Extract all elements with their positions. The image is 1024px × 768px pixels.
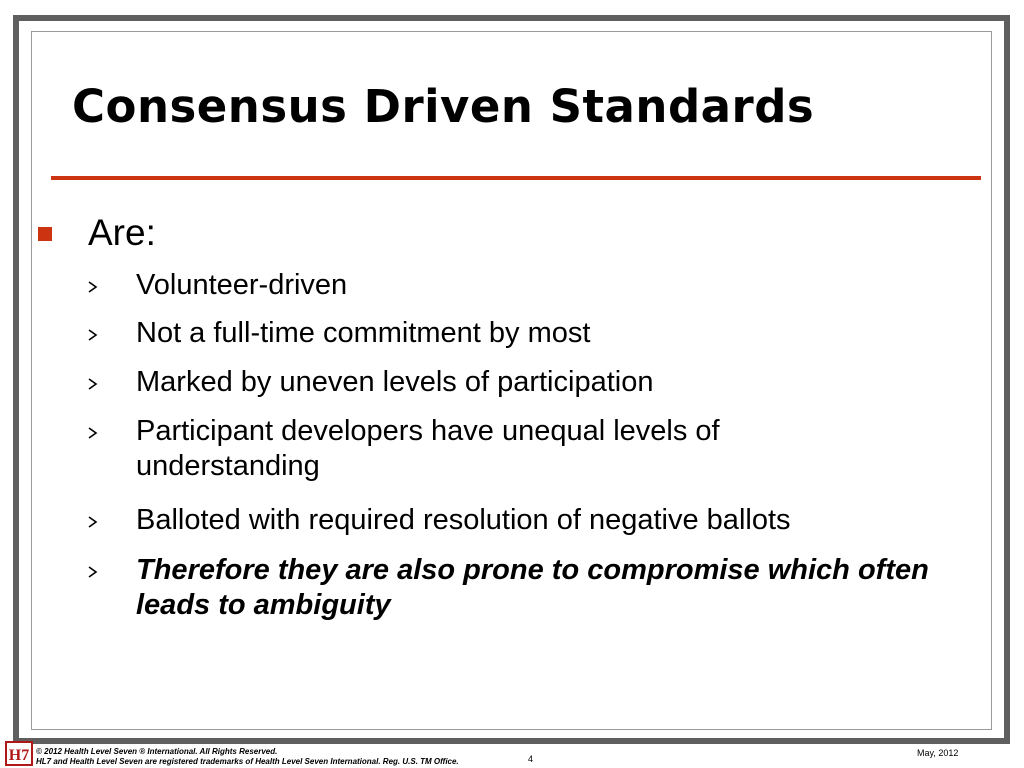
- footer-copyright: [36, 747, 459, 767]
- slide-title: Consensus Driven Standards: [72, 80, 815, 133]
- copyright-line-2: HL7 and Health Level Seven are registered trademarks of Health Level Seven International. Reg. U.S. TM Office.: [36, 757, 459, 766]
- sub-bullet-text: Marked by uneven levels of participation: [136, 366, 654, 398]
- bullet-main-text: Are:: [88, 212, 156, 253]
- arrow-bullet-icon: [88, 516, 98, 528]
- arrow-bullet-icon: [88, 378, 98, 390]
- sub-bullet-text: Balloted with required resolution of negative ballots: [136, 504, 791, 536]
- hl7-logo-icon: [5, 741, 33, 766]
- arrow-bullet-icon: [88, 281, 98, 293]
- page-number: 4: [528, 754, 534, 764]
- sub-bullet-text: Therefore they are also prone to compromise which often leads to ambiguity: [136, 554, 929, 621]
- copyright-line-1: © 2012 Health Level Seven ® International. All Rights Reserved.: [36, 747, 278, 756]
- sub-bullet-text: Not a full-time commitment by most: [136, 317, 591, 349]
- arrow-bullet-icon: [88, 566, 98, 578]
- arrow-bullet-icon: [88, 427, 98, 439]
- logo-text: H7: [8, 747, 30, 764]
- footer-date: May, 2012: [917, 748, 959, 758]
- sub-bullet-text: Volunteer-driven: [136, 269, 348, 301]
- square-bullet-icon: [38, 227, 52, 241]
- arrow-bullet-icon: [88, 329, 98, 341]
- sub-bullet-text: Participant developers have unequal levels of understanding: [136, 415, 720, 482]
